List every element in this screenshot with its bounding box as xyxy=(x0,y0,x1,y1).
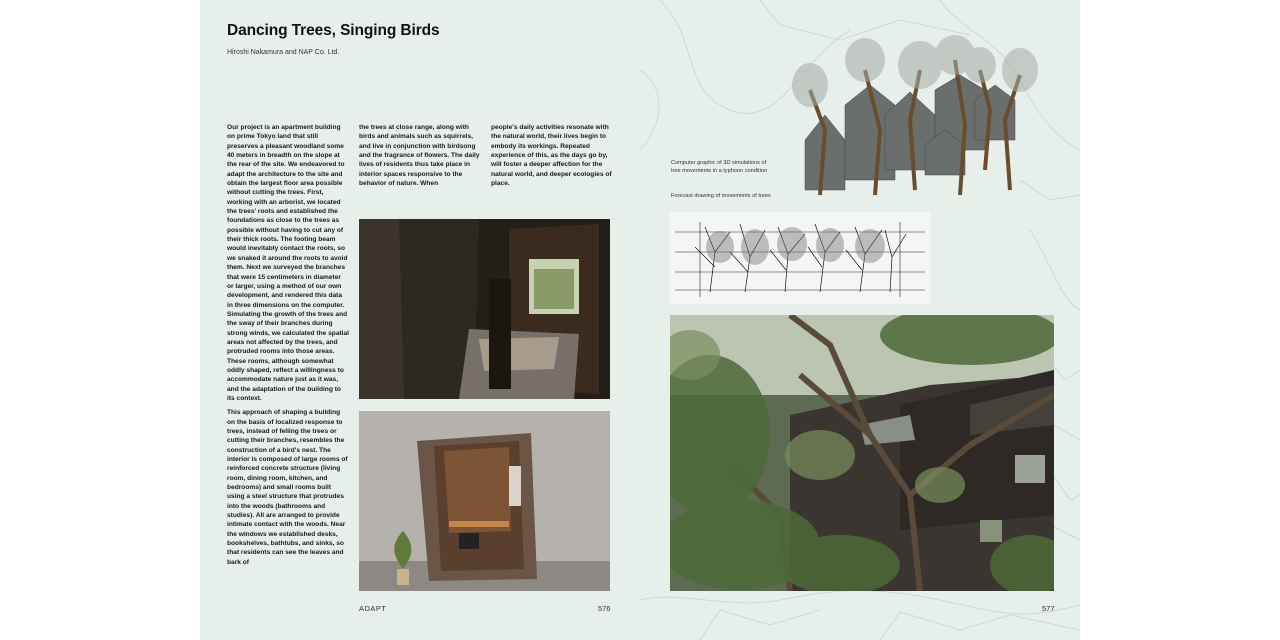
body-column-3 xyxy=(491,123,613,193)
caption-forecast-drawing: Forecast drawing of movements of trees xyxy=(671,193,771,199)
forecast-drawing xyxy=(670,212,930,304)
page-number-left: 576 xyxy=(598,604,611,613)
body-column-1 xyxy=(227,123,349,572)
study-niche-photo xyxy=(359,411,610,591)
3d-simulation-render xyxy=(785,30,1040,202)
body-paragraph: the trees at close range, along with birds and animals such as squirrels, and live in conjunction with birdsong and the fragrance of flowers. The daily lives of residents thus take place in interior spaces responsive to the behavior of nature. When xyxy=(359,124,480,188)
body-paragraph: This approach of shaping a building on the basis of localized response to trees, instead of felling the trees or cutting their branches, resembles the construction of a bird's nest. The interior is composed of large rooms of reinforced concrete structure (living room, dining room, kitchen, and bedrooms) and small rooms built using a steel structure that protrudes into the woods (bathrooms and studies). All are arranged to provide intimate contact with the woods. Near the windows we established desks, bookshelves, bathtubs, and sinks, so that residents can see the leaves and bark of xyxy=(227,409,348,566)
body-paragraph: people's daily activities resonate with the natural world, their lives begin to embody its workings. Repeated experience of this, as the days go by, will foster a deeper affection for the natural world, and deeper ecologies of place. xyxy=(491,124,612,188)
footer-section-label: ADAPT xyxy=(359,604,387,613)
article-authors: Hiroshi Nakamura and NAP Co. Ltd. xyxy=(227,49,340,56)
exterior-trees-photo xyxy=(670,315,1054,591)
caption-3d-simulation: Computer graphic of 3D simulations of tree movements in a typhoon condition xyxy=(671,160,768,174)
book-spread xyxy=(200,0,1080,640)
body-column-2 xyxy=(359,123,481,193)
body-paragraph: Our project is an apartment building on prime Tokyo land that still preserves a pleasant woodland some 40 meters in breadth on the slope at the rear of the site. We endeavored to adapt the architecture to the site and obtain the largest floor area possible without cutting the trees. First, working with an arborist, we located the trees' roots and established the foundations as close to the trees as possible without having to cut any of their thick roots. The footing beam would inevitably contact the roots, so we snaked it around the roots to avoid them. Next we surveyed the branches that were 15 centimeters in diameter or larger, using a method of our own development, and rendered this data in three dimensions on the computer. Simulating the growth of the trees and the sway of their branches during strong winds, we calculated the spatial areas not affected by the trees, and protruded rooms into those areas. These rooms, although somewhat oddly shaped, reflect a willingness to accommodate nature just as it was, and the adaptation of the building to its context. xyxy=(227,124,350,402)
page-number-right: 577 xyxy=(1042,604,1055,613)
interior-corridor-photo xyxy=(359,219,610,399)
article-title: Dancing Trees, Singing Birds xyxy=(227,22,440,39)
